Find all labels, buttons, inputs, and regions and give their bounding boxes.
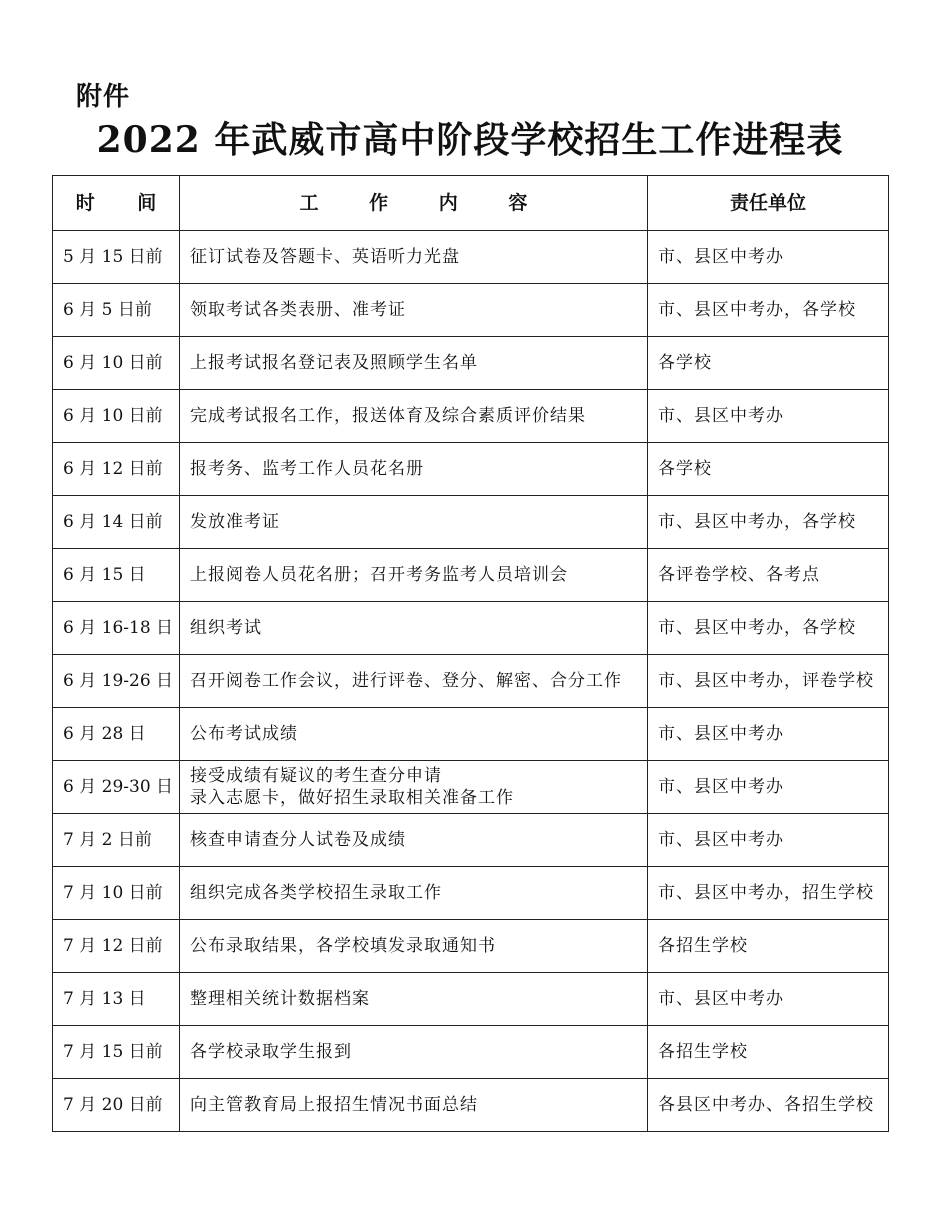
row-responsible-unit: 市、县区中考办，评卷学校: [648, 655, 889, 708]
row-responsible-unit: 市、县区中考办: [648, 708, 889, 761]
attachment-label: 附件: [76, 82, 131, 112]
row-time: 7 月 13 日: [53, 973, 180, 1026]
row-time: 6 月 5 日前: [53, 284, 180, 337]
schedule-table: [52, 175, 889, 1132]
table-row: [53, 655, 889, 708]
table-row: [53, 920, 889, 973]
work-content-line: 召开阅卷工作会议，进行评卷、登分、解密、合分工作: [190, 671, 622, 691]
table-row: [53, 496, 889, 549]
row-work-content: [180, 337, 648, 390]
table-row: [53, 390, 889, 443]
work-content-line: 报考务、监考工作人员花名册: [190, 459, 424, 479]
row-work-content: [180, 708, 648, 761]
work-content-line: 公布录取结果，各学校填发录取通知书: [190, 936, 496, 956]
row-time: 6 月 16-18 日: [53, 602, 180, 655]
work-content-line: 录入志愿卡，做好招生录取相关准备工作: [190, 788, 514, 808]
row-time: 6 月 28 日: [53, 708, 180, 761]
row-work-content: [180, 920, 648, 973]
row-responsible-unit: 市、县区中考办，各学校: [648, 284, 889, 337]
work-content-line: 完成考试报名工作，报送体育及综合素质评价结果: [190, 406, 586, 426]
row-work-content: [180, 1026, 648, 1079]
table-row: [53, 814, 889, 867]
row-responsible-unit: 各学校: [648, 337, 889, 390]
row-time: 6 月 10 日前: [53, 337, 180, 390]
row-responsible-unit: 市、县区中考办，各学校: [648, 496, 889, 549]
work-content-line: 接受成绩有疑议的考生查分申请: [190, 766, 442, 786]
work-content-line: 上报阅卷人员花名册；召开考务监考人员培训会: [190, 565, 568, 585]
row-work-content: [180, 867, 648, 920]
table-row: [53, 337, 889, 390]
table-row: [53, 1079, 889, 1132]
row-work-content: [180, 602, 648, 655]
table-row: [53, 708, 889, 761]
work-content-line: 整理相关统计数据档案: [190, 989, 370, 1009]
row-work-content: [180, 814, 648, 867]
row-work-content: [180, 1079, 648, 1132]
row-responsible-unit: 市、县区中考办: [648, 814, 889, 867]
table-row: [53, 443, 889, 496]
document-title: 2022 年武威市高中阶段学校招生工作进程表: [96, 119, 844, 161]
row-work-content: [180, 443, 648, 496]
row-time: 7 月 15 日前: [53, 1026, 180, 1079]
work-content-line: 上报考试报名登记表及照顾学生名单: [190, 353, 478, 373]
work-content-line: 各学校录取学生报到: [190, 1042, 352, 1062]
row-time: 7 月 2 日前: [53, 814, 180, 867]
header-time: 时 间: [53, 176, 180, 231]
header-work-content: 工 作 内 容: [180, 176, 648, 231]
table-row: [53, 867, 889, 920]
row-responsible-unit: 各县区中考办、各招生学校: [648, 1079, 889, 1132]
row-work-content: [180, 390, 648, 443]
row-work-content: [180, 231, 648, 284]
table-row: [53, 973, 889, 1026]
header-responsible-unit: 责任单位: [648, 176, 889, 231]
schedule-body: [53, 231, 889, 1132]
row-time: 6 月 19-26 日: [53, 655, 180, 708]
row-time: 7 月 12 日前: [53, 920, 180, 973]
row-responsible-unit: 各招生学校: [648, 1026, 889, 1079]
work-content-line: 向主管教育局上报招生情况书面总结: [190, 1095, 478, 1115]
row-work-content: [180, 284, 648, 337]
work-content-line: 公布考试成绩: [190, 724, 298, 744]
row-responsible-unit: 各学校: [648, 443, 889, 496]
work-content-line: 核查申请查分人试卷及成绩: [190, 830, 406, 850]
row-responsible-unit: 各评卷学校、各考点: [648, 549, 889, 602]
work-content-line: 组织考试: [190, 618, 262, 638]
row-time: 6 月 10 日前: [53, 390, 180, 443]
row-responsible-unit: 各招生学校: [648, 920, 889, 973]
row-responsible-unit: 市、县区中考办，各学校: [648, 602, 889, 655]
row-work-content: [180, 973, 648, 1026]
table-row: [53, 761, 889, 814]
row-time: 7 月 20 日前: [53, 1079, 180, 1132]
row-time: 6 月 12 日前: [53, 443, 180, 496]
table-row: [53, 1026, 889, 1079]
row-work-content: [180, 496, 648, 549]
table-row: [53, 284, 889, 337]
table-row: [53, 549, 889, 602]
row-time: 5 月 15 日前: [53, 231, 180, 284]
row-time: 6 月 14 日前: [53, 496, 180, 549]
work-content-line: 征订试卷及答题卡、英语听力光盘: [190, 247, 460, 267]
table-header-row: [53, 176, 889, 231]
row-responsible-unit: 市、县区中考办，招生学校: [648, 867, 889, 920]
table-row: [53, 602, 889, 655]
row-work-content: [180, 655, 648, 708]
table-row: [53, 231, 889, 284]
work-content-line: 发放准考证: [190, 512, 280, 532]
row-time: 6 月 15 日: [53, 549, 180, 602]
row-responsible-unit: 市、县区中考办: [648, 761, 889, 814]
work-content-line: 组织完成各类学校招生录取工作: [190, 883, 442, 903]
work-content-line: 领取考试各类表册、准考证: [190, 300, 406, 320]
row-time: 7 月 10 日前: [53, 867, 180, 920]
row-time: 6 月 29-30 日: [53, 761, 180, 814]
row-responsible-unit: 市、县区中考办: [648, 231, 889, 284]
row-work-content: [180, 761, 648, 814]
row-work-content: [180, 549, 648, 602]
row-responsible-unit: 市、县区中考办: [648, 390, 889, 443]
row-responsible-unit: 市、县区中考办: [648, 973, 889, 1026]
